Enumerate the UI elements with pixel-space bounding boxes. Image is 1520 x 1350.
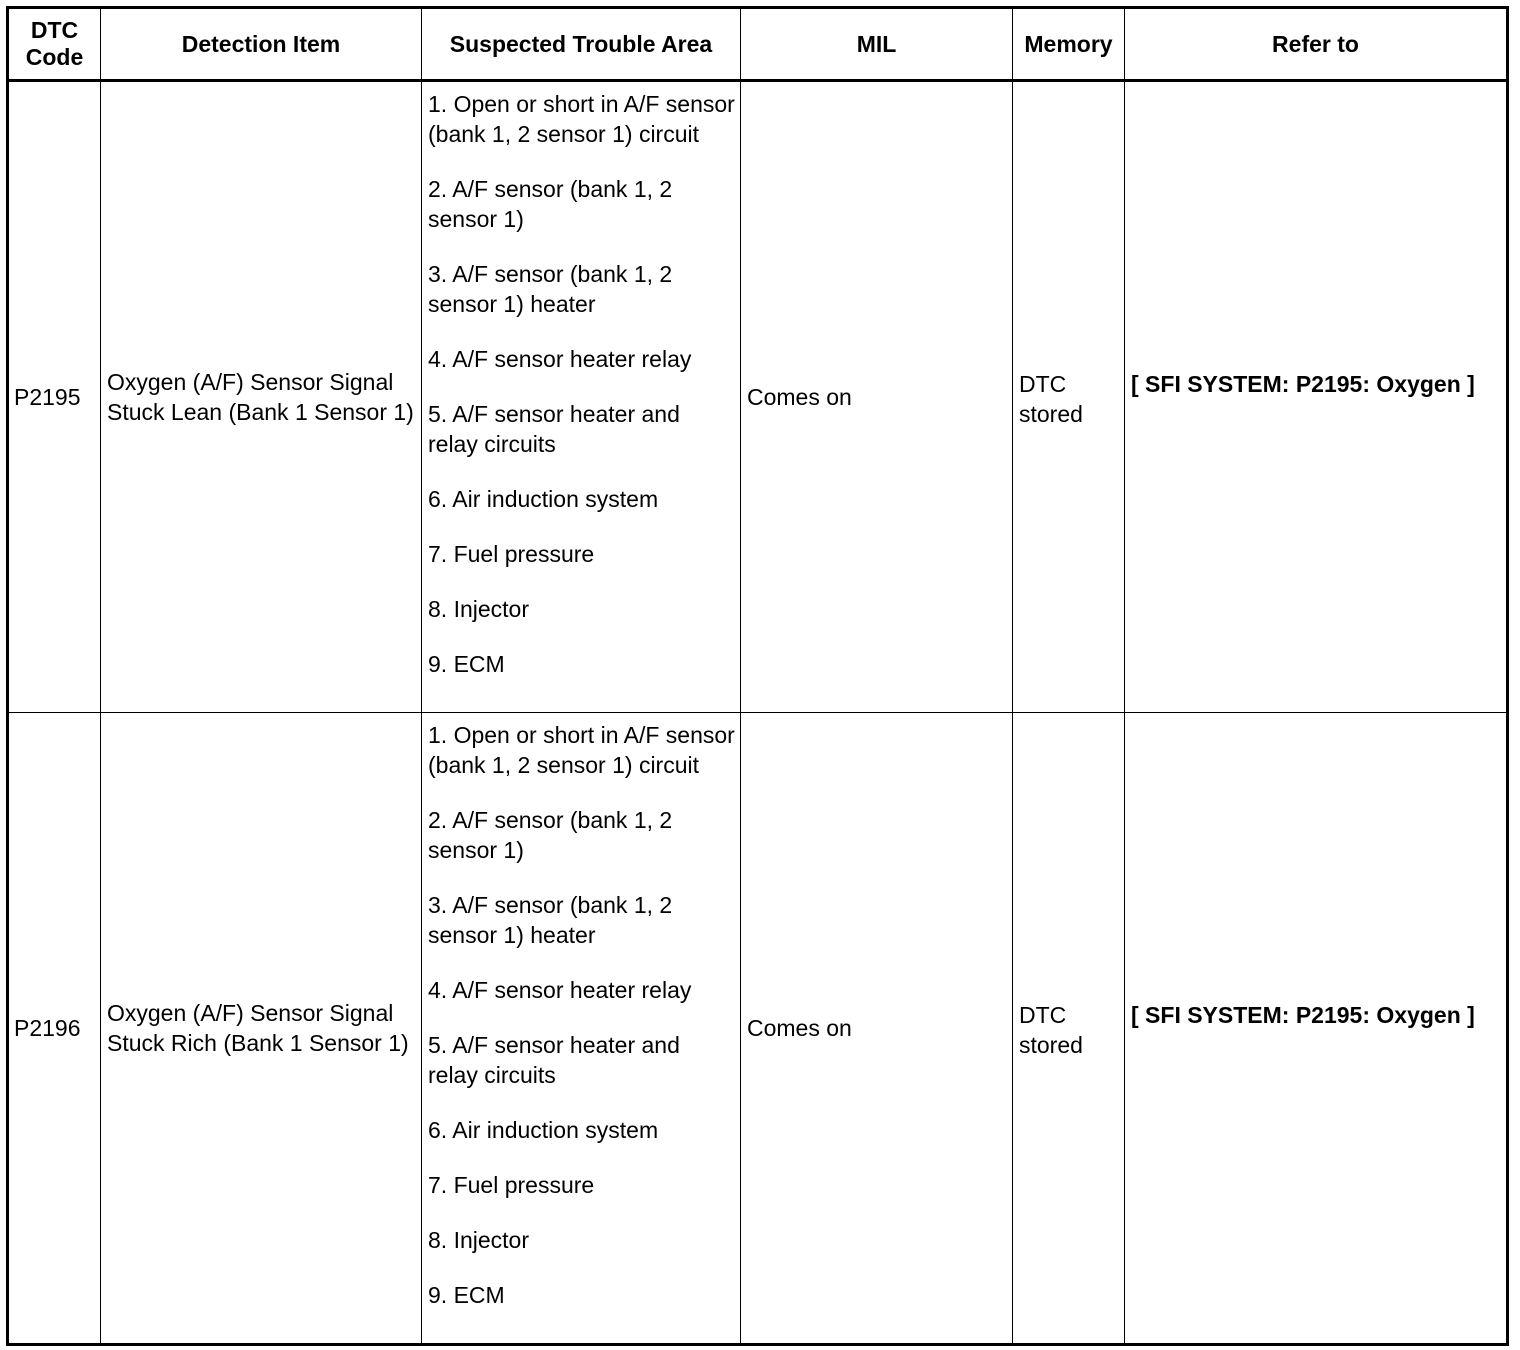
header-suspected-trouble-area: Suspected Trouble Area (422, 8, 741, 81)
table-row (8, 81, 1508, 713)
dtc-code-cell: P2196 (8, 713, 101, 1345)
memory-cell (1013, 81, 1125, 713)
trouble-area-item: 8. Injector (428, 596, 529, 622)
header-refer-to: Refer to (1125, 8, 1508, 81)
trouble-area-item: 1. Open or short in A/F sensor (bank 1, 2 sensor 1) circuit (428, 722, 735, 778)
trouble-area-cell (422, 81, 741, 713)
refer-to-cell (1125, 81, 1508, 713)
memory-cell (1013, 713, 1125, 1345)
refer-to-link[interactable]: [ SFI SYSTEM: P2195: Oxygen ] (1131, 1002, 1475, 1028)
trouble-area-item: 3. A/F sensor (bank 1, 2 sensor 1) heater (428, 892, 673, 948)
trouble-area-item: 5. A/F sensor heater and relay circuits (428, 1032, 680, 1088)
trouble-area-item: 9. ECM (428, 1282, 505, 1308)
trouble-area-list (428, 89, 736, 679)
dtc-code-cell: P2195 (8, 81, 101, 713)
detection-item-cell: Oxygen (A/F) Sensor Signal Stuck Lean (Bank 1 Sensor 1) (101, 81, 422, 713)
memory-text: DTC stored (1019, 371, 1083, 427)
trouble-area-item: 7. Fuel pressure (428, 1172, 595, 1198)
trouble-area-item: 8. Injector (428, 1227, 529, 1253)
trouble-area-item: 9. ECM (428, 651, 505, 677)
header-detection-item: Detection Item (101, 8, 422, 81)
mil-cell: Comes on (741, 81, 1013, 713)
dtc-table (6, 6, 1509, 1346)
trouble-area-item: 7. Fuel pressure (428, 541, 595, 567)
trouble-area-item: 1. Open or short in A/F sensor (bank 1, 2 sensor 1) circuit (428, 91, 735, 147)
refer-to-link[interactable]: [ SFI SYSTEM: P2195: Oxygen ] (1131, 371, 1475, 397)
trouble-area-item: 6. Air induction system (428, 486, 659, 512)
table-row (8, 713, 1508, 1345)
trouble-area-item: 2. A/F sensor (bank 1, 2 sensor 1) (428, 807, 673, 863)
detection-item-cell: Oxygen (A/F) Sensor Signal Stuck Rich (Bank 1 Sensor 1) (101, 713, 422, 1345)
header-mil: MIL (741, 8, 1013, 81)
memory-text: DTC stored (1019, 1002, 1083, 1058)
trouble-area-item: 5. A/F sensor heater and relay circuits (428, 401, 680, 457)
table-header-row (8, 8, 1508, 81)
mil-cell: Comes on (741, 713, 1013, 1345)
trouble-area-item: 4. A/F sensor heater relay (428, 977, 692, 1003)
header-memory: Memory (1013, 8, 1125, 81)
trouble-area-cell (422, 713, 741, 1345)
header-dtc-code: DTC Code (8, 8, 101, 81)
trouble-area-item: 2. A/F sensor (bank 1, 2 sensor 1) (428, 176, 673, 232)
trouble-area-item: 3. A/F sensor (bank 1, 2 sensor 1) heater (428, 261, 673, 317)
trouble-area-item: 6. Air induction system (428, 1117, 659, 1143)
refer-to-cell (1125, 713, 1508, 1345)
trouble-area-item: 4. A/F sensor heater relay (428, 346, 692, 372)
trouble-area-list (428, 720, 736, 1310)
